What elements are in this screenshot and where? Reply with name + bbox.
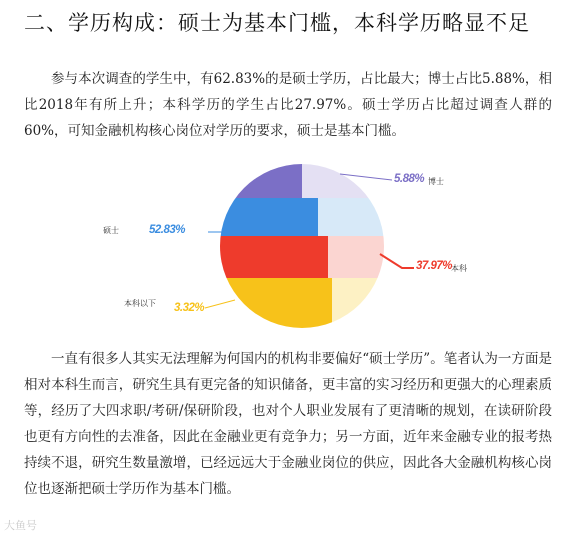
pie-slice-bachelor-light bbox=[328, 236, 392, 278]
analysis-paragraph: 一直有很多人其实无法理解为何国内的机构非要偏好“硕士学历”。笔者认为一方面是相对本科生而言，研究生具有更完备的知识储备，更丰富的实习经历和更强大的心理素质等，经历了大四求职/考研/保研阶段，也对个人职业发展有了更清晰的规划，在读研阶段也更有方向性的去准备，因此在金融业更有竞争力；另一方面，近年来金融专业的报考热持续不退，研究生数量激增，已经远远大于金融业岗位的供应，因此各大金融机构核心岗位也逐渐把硕士学历作为基本门槛。 bbox=[24, 351, 552, 497]
value-label-bachelor: 37.97% bbox=[416, 260, 453, 272]
pie-slice-doctor bbox=[215, 158, 302, 198]
intro-paragraph: 参与本次调查的学生中，有62.83%的是硕士学历，占比最大；博士占比5.88%，相比2018年有所上升；本科学历的学生占比27.97%。硕士学历占比超过调查人群的60%，可知金融机构核心岗位对学历的要求，硕士是基本门槛。 bbox=[24, 71, 552, 139]
section-heading: 二、学历构成：硕士为基本门槛，本科学历略显不足 bbox=[24, 11, 530, 35]
category-label-doctor: 博士 bbox=[428, 177, 444, 186]
pie-slice-bachelor bbox=[215, 236, 328, 278]
watermark: 大鱼号 bbox=[4, 519, 37, 532]
degree-pie-chart bbox=[0, 150, 575, 345]
leader-line-below bbox=[205, 300, 235, 308]
category-label-below-bachelor: 本科以下 bbox=[124, 299, 156, 308]
value-label-below-bachelor: 3.32% bbox=[174, 302, 205, 314]
value-label-doctor: 5.88% bbox=[394, 173, 425, 185]
pie-slice-below-bachelor bbox=[215, 278, 332, 330]
leader-line-bachelor bbox=[380, 254, 414, 268]
category-label-master: 硕士 bbox=[103, 226, 119, 235]
pie-slice-master bbox=[215, 198, 318, 236]
value-label-master: 52.83% bbox=[149, 224, 186, 236]
pie-svg bbox=[0, 150, 575, 345]
pie-slice-master-light bbox=[318, 198, 392, 236]
pie-slice-below-bachelor-light bbox=[332, 278, 392, 330]
category-label-bachelor: 本科 bbox=[451, 264, 467, 273]
